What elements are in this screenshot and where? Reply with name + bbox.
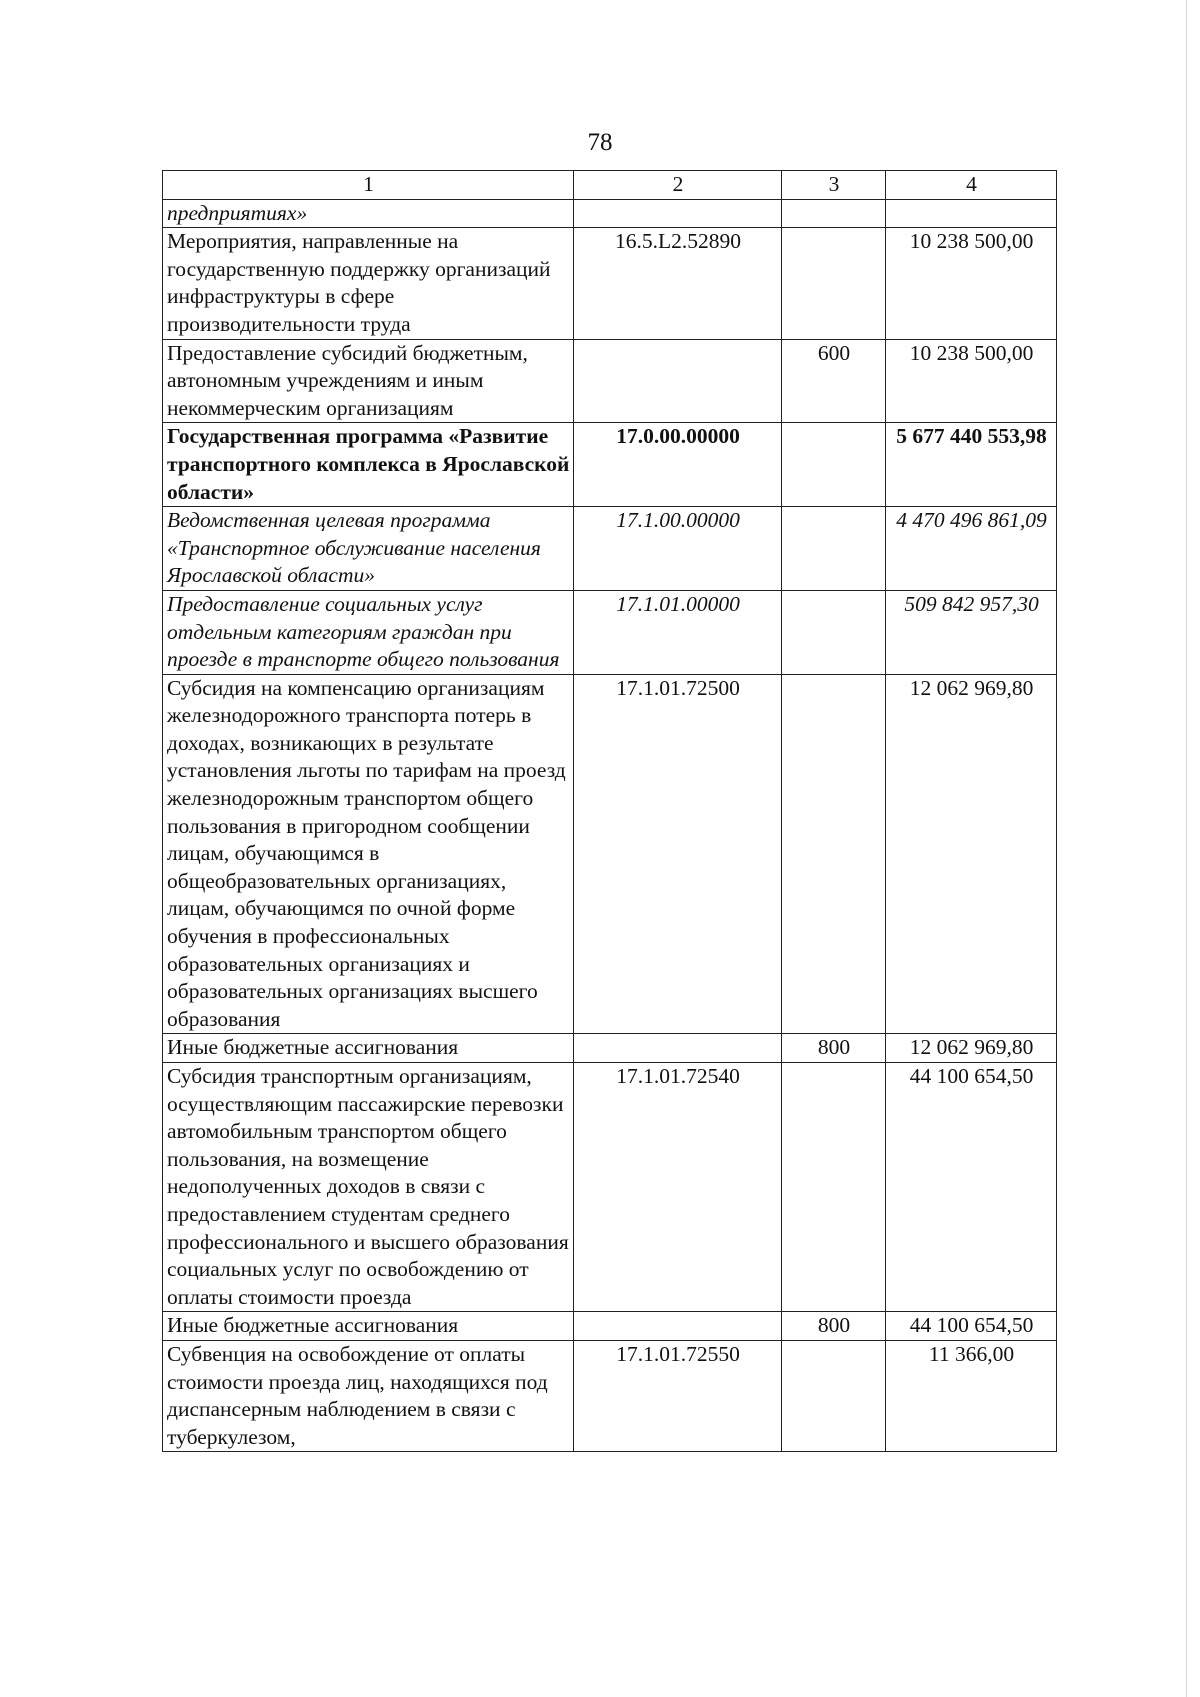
table-row <box>163 1312 1057 1341</box>
row-name-cell: Субсидия на компенсацию организациям железнодорожного транспорта потерь в доходах, возникающих в результате установления льготы по тарифам на проезд железнодорожным транспортом общего пользования в пригородном сообщении лицам, обучающимся в общеобразовательных организациях, лицам, обучающимся по очной форме обучения в профессиональных образовательных организациях и образовательных организациях высшего образования <box>163 674 574 1034</box>
table-body <box>163 199 1057 1452</box>
row-amount-cell: 11 366,00 <box>886 1340 1057 1451</box>
row-type-cell <box>782 1340 886 1451</box>
row-type-cell <box>782 199 886 228</box>
row-amount-cell: 12 062 969,80 <box>886 1034 1057 1063</box>
header-row <box>163 171 1057 200</box>
row-type-cell: 800 <box>782 1312 886 1341</box>
row-amount-cell <box>886 199 1057 228</box>
row-amount-cell: 44 100 654,50 <box>886 1312 1057 1341</box>
row-name-cell: Предоставление социальных услуг отдельным категориям граждан при проезде в транспорте общего пользования <box>163 590 574 674</box>
row-type-cell <box>782 423 886 507</box>
table-row <box>163 199 1057 228</box>
row-type-cell <box>782 228 886 339</box>
row-amount-cell: 5 677 440 553,98 <box>886 423 1057 507</box>
row-name-cell: Государственная программа «Развитие транспортного комплекса в Ярославской области» <box>163 423 574 507</box>
row-type-cell: 800 <box>782 1034 886 1063</box>
row-amount-cell: 4 470 496 861,09 <box>886 507 1057 591</box>
table-row <box>163 590 1057 674</box>
row-name-cell: Субсидия транспортным организациям, осуществляющим пассажирские перевозки автомобильным транспортом общего пользования, на возмещение недополученных доходов в связи с предоставлением студентам среднего профессионального и высшего образования социальных услуг по освобождению от оплаты стоимости проезда <box>163 1063 574 1312</box>
row-type-cell <box>782 590 886 674</box>
row-name-cell: Мероприятия, направленные на государственную поддержку организаций инфраструктуры в сфере производительности труда <box>163 228 574 339</box>
row-code-cell: 17.1.00.00000 <box>574 507 782 591</box>
row-code-cell: 17.1.01.72500 <box>574 674 782 1034</box>
header-col-1: 1 <box>163 171 574 200</box>
row-amount-cell: 44 100 654,50 <box>886 1063 1057 1312</box>
table-header <box>163 171 1057 200</box>
table-row <box>163 1340 1057 1451</box>
table-row <box>163 507 1057 591</box>
table-row <box>163 423 1057 507</box>
row-code-cell <box>574 1312 782 1341</box>
row-name-cell: Субвенция на освобождение от оплаты стоимости проезда лиц, находящихся под диспансерным наблюдением в связи с туберкулезом, <box>163 1340 574 1451</box>
row-code-cell: 17.1.01.72550 <box>574 1340 782 1451</box>
row-amount-cell: 509 842 957,30 <box>886 590 1057 674</box>
row-amount-cell: 10 238 500,00 <box>886 228 1057 339</box>
table-row <box>163 228 1057 339</box>
row-code-cell: 17.1.01.00000 <box>574 590 782 674</box>
row-code-cell <box>574 1034 782 1063</box>
row-name-cell: Иные бюджетные ассигнования <box>163 1034 574 1063</box>
row-name-cell: Иные бюджетные ассигнования <box>163 1312 574 1341</box>
row-name-cell: Ведомственная целевая программа «Транспортное обслуживание населения Ярославской области» <box>163 507 574 591</box>
header-col-3: 3 <box>782 171 886 200</box>
page-number: 78 <box>587 129 613 156</box>
row-type-cell <box>782 507 886 591</box>
row-type-cell: 600 <box>782 339 886 423</box>
table-row <box>163 1063 1057 1312</box>
row-amount-cell: 12 062 969,80 <box>886 674 1057 1034</box>
row-code-cell: 17.1.01.72540 <box>574 1063 782 1312</box>
header-col-4: 4 <box>886 171 1057 200</box>
table-row <box>163 1034 1057 1063</box>
row-code-cell <box>574 339 782 423</box>
row-type-cell <box>782 1063 886 1312</box>
row-name-cell: Предоставление субсидий бюджетным, автономным учреждениям и иным некоммерческим организациям <box>163 339 574 423</box>
table-row <box>163 339 1057 423</box>
page-edge-line <box>1186 0 1187 1697</box>
budget-table <box>162 170 1057 1452</box>
header-col-2: 2 <box>574 171 782 200</box>
row-code-cell <box>574 199 782 228</box>
row-amount-cell: 10 238 500,00 <box>886 339 1057 423</box>
row-code-cell: 17.0.00.00000 <box>574 423 782 507</box>
row-code-cell: 16.5.L2.52890 <box>574 228 782 339</box>
table-row <box>163 674 1057 1034</box>
row-type-cell <box>782 674 886 1034</box>
row-name-cell: предприятиях» <box>163 199 574 228</box>
